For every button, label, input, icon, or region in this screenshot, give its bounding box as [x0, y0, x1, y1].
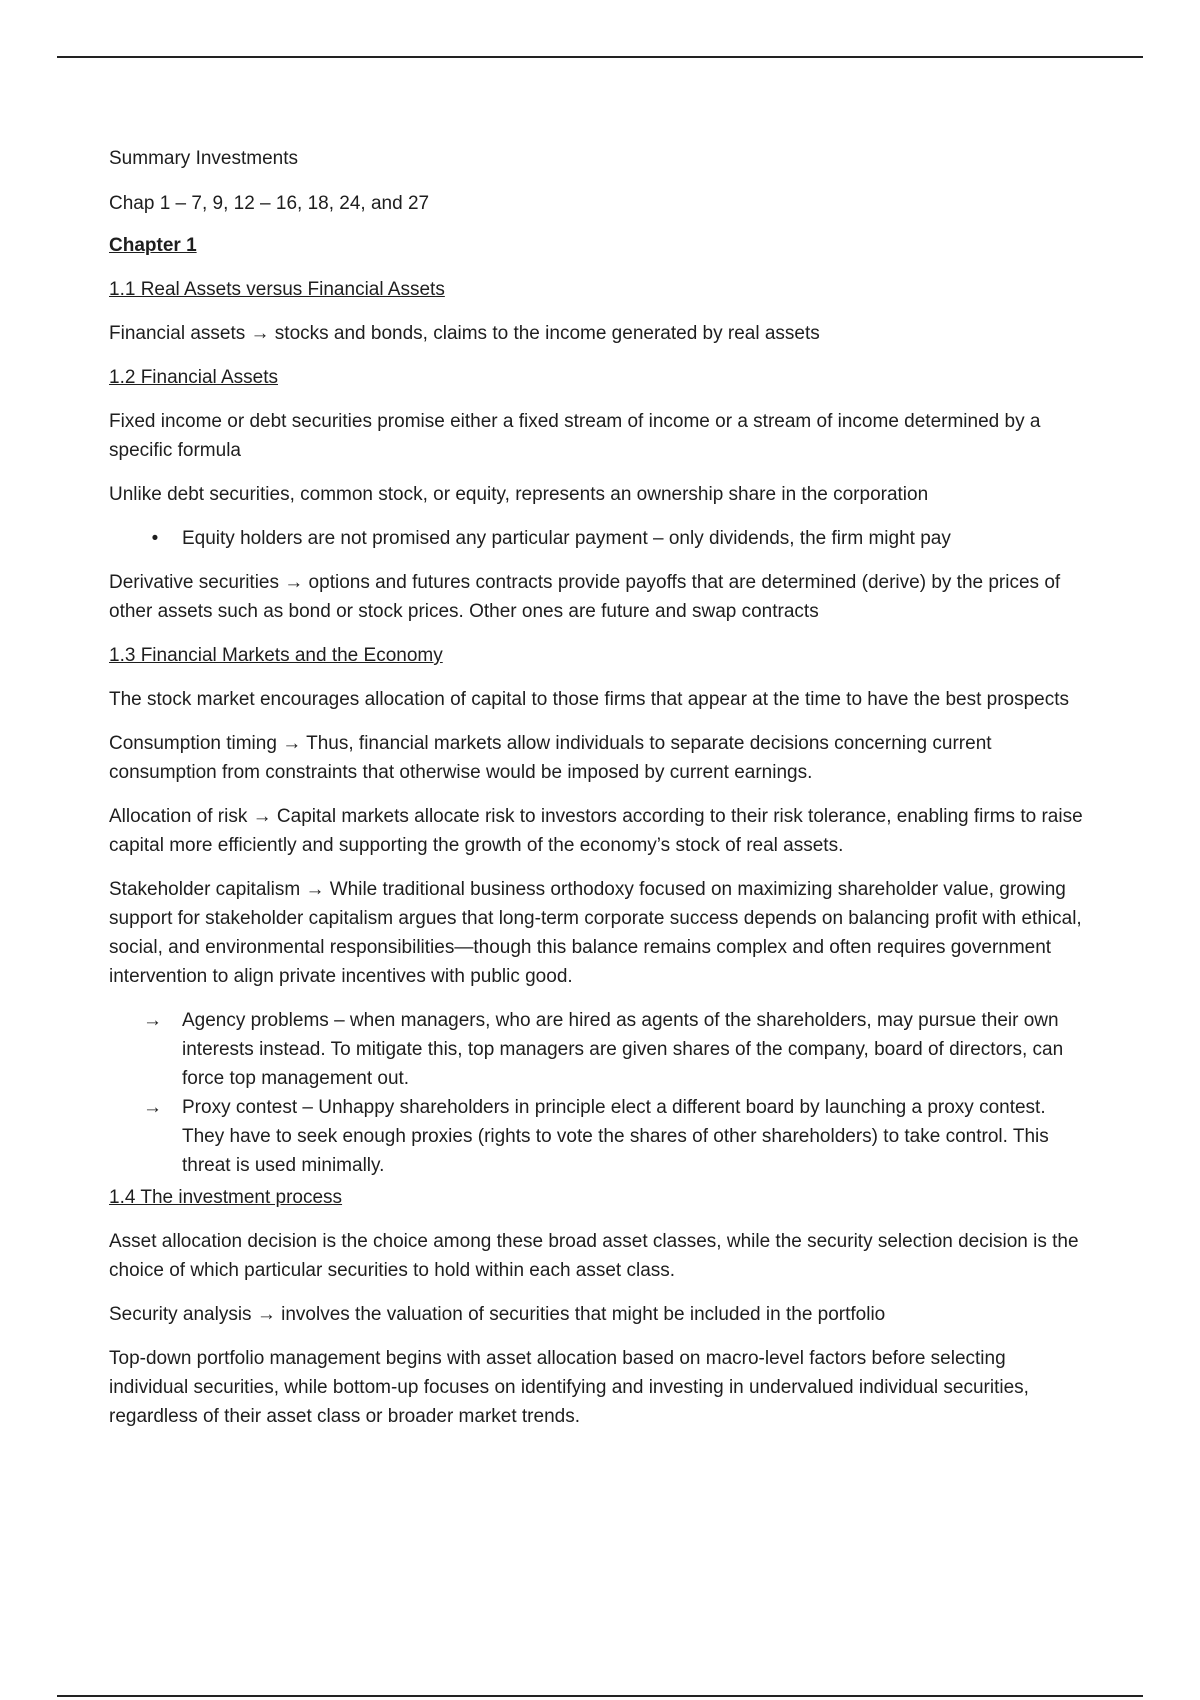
term: Security analysis	[109, 1304, 257, 1325]
arrow-bullet-icon: →	[143, 1097, 162, 1118]
definition: Thus, financial markets allow individuals to separate decisions concerning current consumption from constraints that otherwise would be imposed by current earnings.	[109, 733, 992, 783]
list-item-text: Proxy contest – Unhappy shareholders in principle elect a different board by launching a proxy contest. They have to seek enough proxies (rights to vote the shares of other shareholders) to take control. This threat is used minimally.	[182, 1097, 1049, 1176]
term: Allocation of risk	[109, 806, 253, 827]
bullet-icon: •	[151, 528, 159, 549]
paragraph	[109, 875, 1089, 991]
paragraph: Unlike debt securities, common stock, or equity, represents an ownership share in the corporation	[109, 484, 929, 505]
term: Stakeholder capitalism	[109, 879, 306, 900]
page-top-rule	[57, 56, 1143, 58]
definition: Capital markets allocate risk to investors according to their risk tolerance, enabling firms to raise capital more efficiently and supporting the growth of the economy’s stock of real assets.	[109, 806, 1083, 856]
arrow-bullet-icon: →	[143, 1010, 162, 1031]
paragraph	[109, 1300, 1089, 1329]
list-item-text: Agency problems – when managers, who are hired as agents of the shareholders, may pursue their own interests instead. To mitigate this, top managers are given shares of the company, board of directors, can force top management out.	[182, 1010, 1064, 1089]
term: Financial assets	[109, 323, 251, 344]
term: Derivative securities	[109, 572, 285, 593]
paragraph: The stock market encourages allocation of capital to those firms that appear at the time to have the best prospects	[109, 689, 1070, 710]
definition: While traditional business orthodoxy focused on maximizing shareholder value, growing support for stakeholder capitalism argues that long-term corporate success depends on balancing profit with ethical, social, and environmental responsibilities—though this balance remains complex and often requires government intervention to align private incentives with public good.	[109, 879, 1082, 987]
definition: options and futures contracts provide payoffs that are determined (derive) by the prices of other assets such as bond or stock prices. Other ones are future and swap contracts	[109, 572, 1061, 622]
paragraph: Top-down portfolio management begins with asset allocation based on macro-level factors before selecting individual securities, while bottom-up focuses on identifying and investing in undervalued individual securities, regardless of their asset class or broader market trends.	[109, 1348, 1029, 1427]
arrow-icon: →	[250, 323, 270, 344]
section-heading-1-1: 1.1 Real Assets versus Financial Assets	[109, 279, 445, 300]
bullet-list	[109, 524, 1089, 553]
section-heading-1-2: 1.2 Financial Assets	[109, 367, 278, 388]
list-item	[109, 1093, 1089, 1180]
chapter-heading: Chapter 1	[109, 235, 197, 256]
list-item	[109, 524, 1089, 553]
arrow-icon: →	[256, 1304, 276, 1325]
arrow-list	[109, 1006, 1089, 1180]
arrow-icon: →	[305, 879, 325, 900]
document-title: Summary Investments	[109, 148, 298, 169]
document-body	[109, 144, 1089, 1446]
definition: stocks and bonds, claims to the income generated by real assets	[269, 323, 820, 344]
page-bottom-rule	[57, 1695, 1143, 1697]
definition: involves the valuation of securities that might be included in the portfolio	[275, 1304, 886, 1325]
arrow-icon: →	[252, 806, 272, 827]
list-item	[109, 1006, 1089, 1093]
arrow-icon: →	[282, 733, 302, 754]
list-item-text: Equity holders are not promised any particular payment – only dividends, the firm might pay	[182, 528, 951, 549]
paragraph	[109, 568, 1089, 626]
paragraph: Asset allocation decision is the choice among these broad asset classes, while the security selection decision is the choice of which particular securities to hold within each asset class.	[109, 1231, 1079, 1281]
section-heading-1-4: 1.4 The investment process	[109, 1187, 343, 1208]
arrow-icon: →	[284, 572, 304, 593]
paragraph	[109, 802, 1089, 860]
section-heading-1-3: 1.3 Financial Markets and the Economy	[109, 645, 443, 666]
paragraph	[109, 319, 1089, 348]
paragraph: Fixed income or debt securities promise either a fixed stream of income or a stream of income determined by a specific formula	[109, 411, 1041, 461]
chapters-covered: Chap 1 – 7, 9, 12 – 16, 18, 24, and 27	[109, 193, 430, 214]
paragraph	[109, 729, 1089, 787]
term: Consumption timing	[109, 733, 283, 754]
